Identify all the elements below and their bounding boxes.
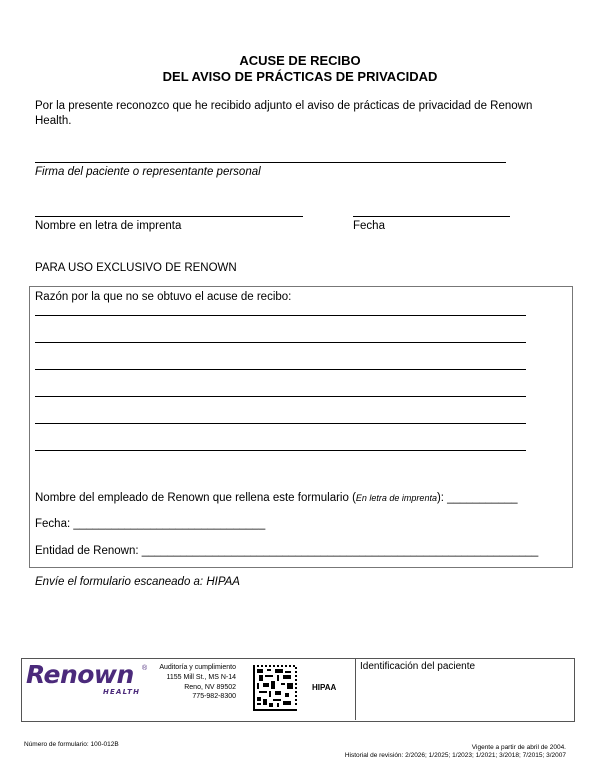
internal-date-field[interactable]: Fecha: ______________________________ <box>35 518 266 530</box>
form-number: Número de formulario: 100-012B <box>24 741 119 748</box>
date-line[interactable] <box>353 216 510 217</box>
employee-name-tail: ): ___________ <box>436 492 518 504</box>
entity-field[interactable]: Entidad de Renown: ______________________________________________________________ <box>35 545 539 557</box>
internal-use-heading: PARA USO EXCLUSIVO DE RENOWN <box>35 262 237 274</box>
reason-line[interactable] <box>35 315 526 316</box>
effective-date: Vigente a partir de abril de 2004. <box>471 744 566 751</box>
hipaa-label: HIPAA <box>312 683 337 692</box>
logo-health: HEALTH <box>103 688 141 696</box>
reason-line[interactable] <box>35 396 526 397</box>
employee-name-label: Nombre del empleado de Renown que rellena este formulario ( <box>35 492 356 504</box>
footer-divider <box>355 658 356 720</box>
reason-line[interactable] <box>35 342 526 343</box>
send-note: Envíe el formulario escaneado a: HIPAA <box>35 576 240 588</box>
address-line4: 775-982-8300 <box>192 693 236 700</box>
form-title-line2: DEL AVISO DE PRÁCTICAS DE PRIVACIDAD <box>162 69 438 84</box>
print-name-label: Nombre en letra de imprenta <box>35 220 182 232</box>
address-line3: Reno, NV 89502 <box>184 684 236 691</box>
form-title-line1: ACUSE DE RECIBO <box>239 53 361 68</box>
datamatrix-barcode-icon <box>253 665 297 711</box>
employee-name-field[interactable] <box>35 492 518 504</box>
employee-name-hint: En letra de imprenta <box>355 493 437 503</box>
print-name-line[interactable] <box>35 216 303 217</box>
reason-line[interactable] <box>35 423 526 424</box>
revision-history: Historial de revisión: 2/2026; 1/2025; 1/2023; 1/2021; 3/2018; 7/2015; 3/2007 <box>344 752 566 759</box>
reason-line[interactable] <box>35 450 526 451</box>
address-line2: 1155 Mill St., MS N-14 <box>166 674 236 681</box>
date-label: Fecha <box>353 220 385 232</box>
address-line1: Auditoría y cumplimiento <box>159 664 236 671</box>
registered-mark: ® <box>142 665 148 672</box>
reason-label: Razón por la que no se obtuvo el acuse de recibo: <box>35 291 292 303</box>
signature-line[interactable] <box>35 162 506 163</box>
reason-line[interactable] <box>35 369 526 370</box>
intro-text-line2: Health. <box>35 115 72 127</box>
renown-logo <box>26 660 134 689</box>
patient-id-label: Identificación del paciente <box>360 661 476 672</box>
logo-wordmark: Renown <box>26 660 134 689</box>
intro-text-line1: Por la presente reconozco que he recibido adjunto el aviso de prácticas de privacidad de Renown <box>35 100 533 112</box>
signature-label: Firma del paciente o representante personal <box>35 166 261 178</box>
